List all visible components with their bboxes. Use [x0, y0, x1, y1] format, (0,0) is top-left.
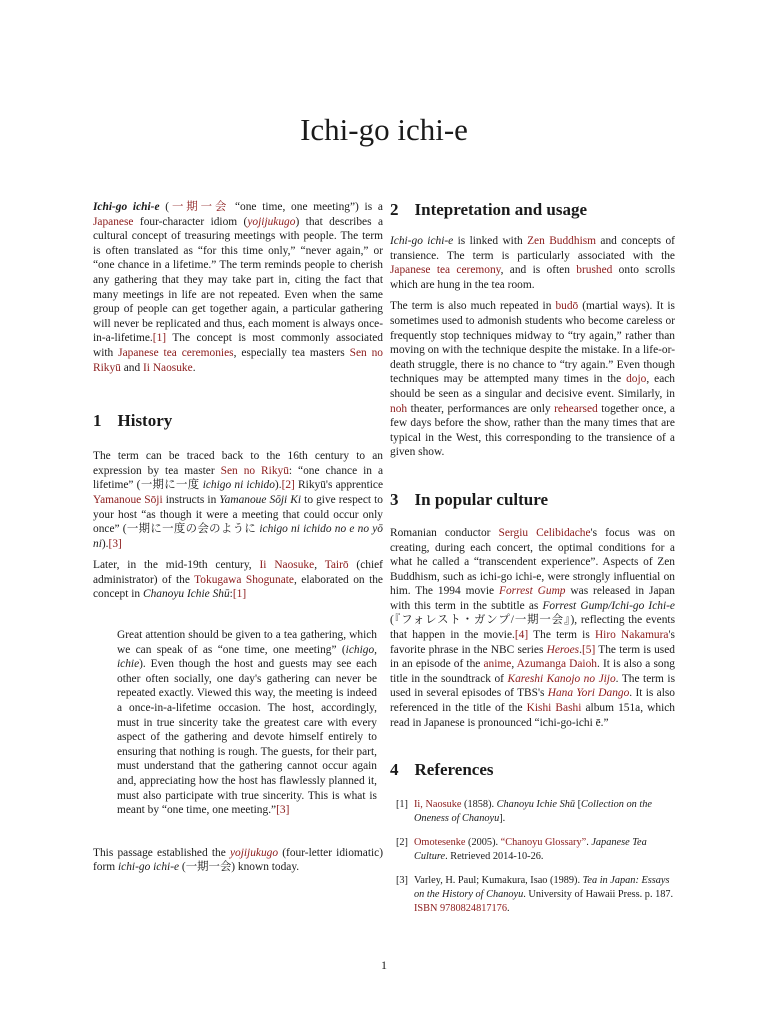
history-quote: Great attention should be given to a tea gathering, which we can speak of as “one time, one meeting” (ichigo, ichie). Even though the host and guests may see each other often socially, one day's gathering can never be repeated exactly. Viewed this way, the meeting is indeed a once-in-a-lifetime occasion. The host, accordingly, must in true sincerity take the greatest care with every aspect of the gathering and devote himself entirely to ensuring that nothing is rough. The guests, for their part, must understand that the gathering cannot occur again and, appreciating how the host has flawlessly planned it, must also participate with true sincerity. This is what is meant by “one time, one meeting.”[3]	[117, 629, 377, 817]
link-chanoyu-glossary[interactable]: “Chanoyu Glossary”	[500, 837, 587, 849]
history-paragraph-3: This passage established the yojijukugo (four-letter idiomatic) form ichi-go ichi-e (一期一会) known today.	[93, 846, 383, 874]
link-japanese-tea-ceremony[interactable]: Japanese tea ceremony	[390, 264, 501, 277]
interpretation-heading: 2 Intepretation and usage	[390, 200, 588, 219]
link-budo[interactable]: budō	[555, 300, 579, 313]
page-number: 1	[381, 958, 387, 972]
link-rehearsed[interactable]: rehearsed	[554, 402, 598, 415]
link-hiro-nakamura[interactable]: Hiro Nakamura	[594, 629, 669, 642]
link-tea-ceremonies[interactable]: Japanese tea ceremonies	[118, 346, 234, 359]
reference-item: [2] Omotesenke (2005). “Chanoyu Glossary”. Japanese Tea Culture. Retrieved 2014-10-26.	[395, 837, 647, 863]
link-noh[interactable]: noh	[390, 402, 408, 415]
link-japanese[interactable]: Japanese	[93, 215, 134, 228]
references-list	[390, 798, 675, 916]
kanji-link[interactable]: 一期一会	[169, 201, 230, 213]
citation-1b[interactable]: [1]	[232, 588, 247, 601]
interpretation-paragraph-2: The term is also much repeated in budō (martial ways). It is sometimes used to admonish students who become careless or frequently stop techniques midway to “try again,” rather than moving on with the technique despite the mistake. In a life-or-death struggle, there is no chance to “try again.” Even though techniques may be attempted many times in the dojo, each should be seen as a singular and decisive event. Similarly, in noh theater, performances are only rehearsed together once, a few days before the show, rather than the many times that are typical in the West, this corresponding to the transience of a given show.	[390, 300, 676, 459]
link-sergiu-celibidache[interactable]: Sergiu Celibidache	[498, 526, 591, 539]
link-ii-naosuke-2[interactable]: Ii Naosuke	[259, 559, 315, 572]
link-sen-no-rikyu[interactable]: Sen no Rikyū	[93, 346, 383, 374]
link-hana-yori-dango[interactable]: Hana Yori Dango	[547, 687, 630, 700]
citation-3b[interactable]: [3]	[276, 804, 290, 817]
citation-5[interactable]: [5]	[581, 643, 596, 656]
link-yojijukugo-2[interactable]: yojijukugo	[229, 846, 279, 859]
citation-4[interactable]: [4]	[514, 629, 529, 642]
popular-heading: 3 In popular culture	[390, 489, 549, 509]
history-paragraph-2: Later, in the mid-19th century, Ii Naosuke, Tairō (chief administrator) of the Tokugawa Shogunate, elaborated on the concept in Chanoyu Ichie Shū:[1]	[93, 559, 383, 601]
link-brushed[interactable]: brushed	[576, 264, 613, 277]
link-yojijukugo[interactable]: yojijukugo	[247, 215, 296, 228]
reference-item: [1] Ii, Naosuke (1858). Chanoyu Ichie Shū [Collection on the Oneness of Chanoyu].	[395, 799, 652, 825]
citation-2[interactable]: [2]	[281, 479, 295, 492]
history-paragraph-1: The term can be traced back to the 16th century to an expression by tea master Sen no Rikyū: “one chance in a lifetime” (一期に一度 ichigo ni ichido).[2] Rikyū's apprentice Yamanoue Sōji instructs in Yamanoue Sōji Ki to give respect to your host “as though it were a meeting that could occur only once” (一期に一度の会のように ichigo ni ichido no e no yō ni).[3]	[93, 450, 384, 550]
citation-3[interactable]: [3]	[108, 537, 122, 550]
citation-1[interactable]: [1]	[152, 332, 167, 345]
references-heading: 4 References	[390, 760, 494, 780]
lead-term: Ichi-go ichi-e	[93, 201, 160, 213]
history-heading: 1 History	[93, 411, 173, 431]
link-dojo[interactable]: dojo	[626, 373, 647, 386]
reference-item: [3] Varley, H. Paul; Kumakura, Isao (1989). Tea in Japan: Essays on the History of Chanoyu. University of Hawaii Press. p. 187. ISBN 9780824817176.	[395, 875, 674, 915]
left-column	[93, 200, 383, 882]
link-tokugawa-shogunate[interactable]: Tokugawa Shogunate	[194, 573, 294, 586]
link-anime[interactable]: anime	[483, 658, 512, 671]
link-tairo[interactable]: Tairō	[324, 559, 349, 572]
link-forrest-gump[interactable]: Forrest Gump	[498, 585, 566, 598]
link-ii-naosuke[interactable]: Ii Naosuke	[143, 361, 193, 374]
interpretation-paragraph-1: Ichi-go ichi-e is linked with Zen Buddhism and concepts of transience. The term is particularly associated with the Japanese tea ceremony, and is often brushed onto scrolls which are hung in the tea room.	[390, 235, 676, 291]
link-sen-no-rikyu-2[interactable]: Sen no Rikyū	[220, 464, 289, 477]
link-isbn[interactable]: ISBN 9780824817176	[414, 903, 507, 915]
intro-paragraph: Ichi-go ichi-e (一期一会 “one time, one meeting”) is a Japanese four-character idiom (yojijukugo) that describes a cultural concept of treasuring meetings with people. The term is often translated as “for this time only,” “never again,” or “one chance in a lifetime.” The term reminds people to cherish any gathering that they may take part in, citing the fact that many meetings in life are not repeated. Even when the same group of people can get together again, a particular gathering will never be replicated and thus, each moment is always once-in-a-lifetime.[1] The concept is most commonly associated with Japanese tea ceremonies, especially tea masters Sen no Rikyū and Ii Naosuke.	[93, 201, 383, 374]
right-column	[390, 200, 675, 926]
link-omotesenke[interactable]: Omotesenke	[414, 837, 466, 849]
link-zen-buddhism[interactable]: Zen Buddhism	[527, 235, 597, 247]
link-kishi-bashi[interactable]: Kishi Bashi	[526, 702, 582, 715]
link-heroes[interactable]: Heroes	[546, 643, 580, 656]
link-azumanga-daioh[interactable]: Azumanga Daioh	[516, 658, 597, 671]
link-kareshi-kanojo-no-jijo[interactable]: Kareshi Kanojo no Jijo	[507, 672, 616, 685]
popular-paragraph: Romanian conductor Sergiu Celibidache's focus was on creating, during each concert, the optimal conditions for a what he called a “transcendent experience”. Aspects of Zen Buddhism, such as ichi-go ichi-e, were strongly influential on him. The 1994 movie Forrest Gump was released in Japan with this term in the subtitle as Forrest Gump/Ichi-go Ichi-e (『フォレスト・ガンプ/一期一会』), reflecting the events that happen in the movie.[4] The term is Hiro Nakamura's favorite phrase in the NBC series Heroes.[5] The term is used in an episode of the anime, Azumanga Daioh. It is also a song title in the soundtrack of Kareshi Kanojo no Jijo. The term is used in several episodes of TBS's Hana Yori Dango. It is also referenced in the title of the Kishi Bashi album 151a, which read in Japanese is pronounced “ichi-go-ichi ē.”	[390, 526, 676, 729]
link-yamanoue-soji[interactable]: Yamanoue Sōji	[93, 493, 163, 506]
page-title: Ichi-go ichi-e	[300, 112, 468, 147]
link-ref1-author[interactable]: Ii, Naosuke	[414, 799, 462, 811]
